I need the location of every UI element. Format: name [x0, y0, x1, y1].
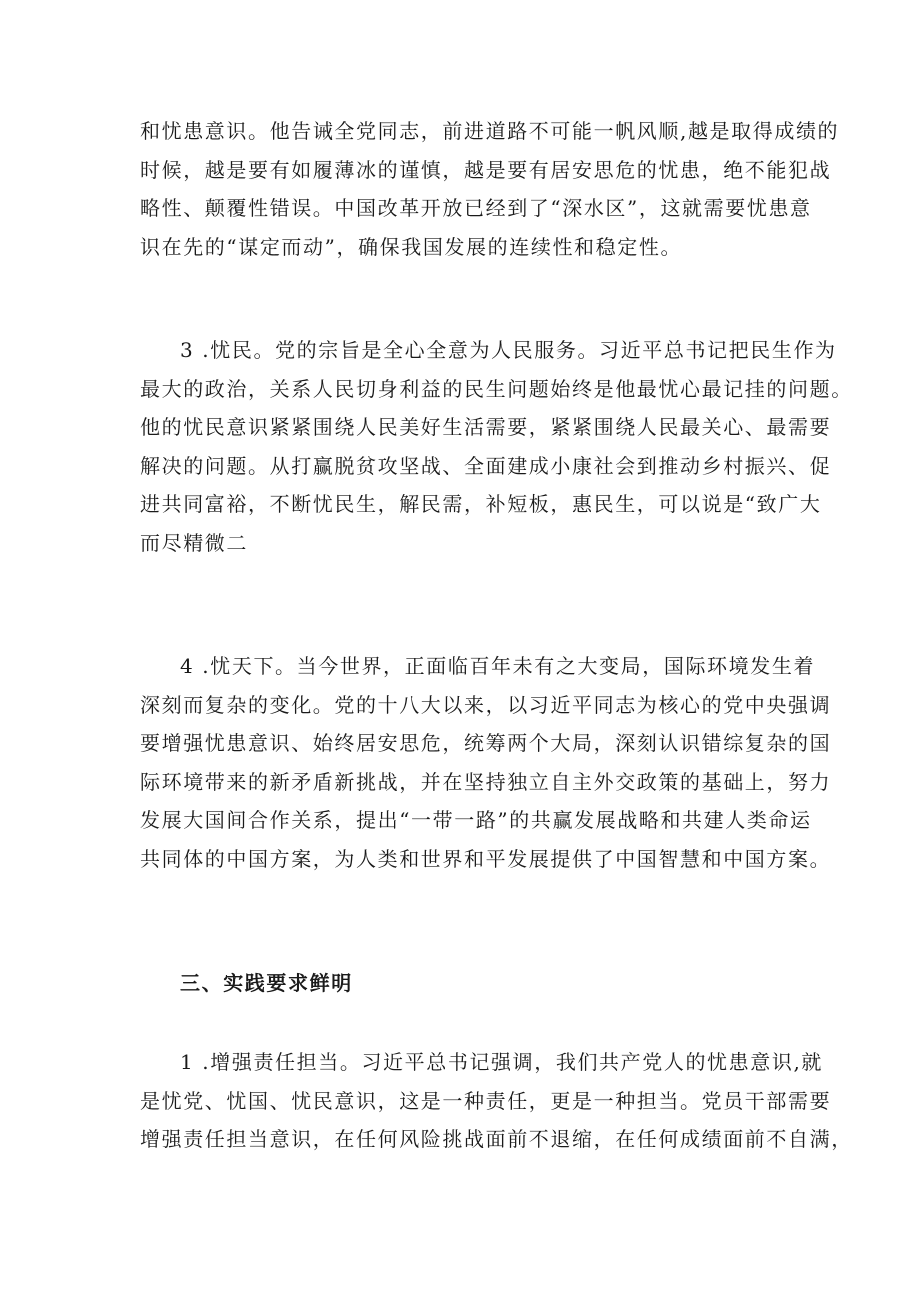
paragraph-awareness-continuation [140, 112, 840, 266]
text-line: 识在先的“谋定而动”，确保我国发展的连续性和稳定性。 [140, 234, 683, 259]
text-line: 解决的问题。从打赢脱贫攻坚战、全面建成小康社会到推动乡村振兴、促 [140, 453, 832, 478]
text-line: 和忧患意识。他告诫全党同志，前进道路不可能一帆风顺,越是取得成绩的 [140, 119, 840, 143]
text-line: 要增强忧患意识、始终居安思危，统筹两个大局，深刻认识错综复杂的国 [140, 731, 832, 755]
text-line: 深刻而复杂的变化。党的十八大以来，以习近平同志为核心的党中央强调 [140, 692, 832, 717]
text-line: 是忧党、忧国、忧民意识，这是一种责任，更是一种担当。党员干部需要 [140, 1088, 832, 1113]
section-heading: 三、实践要求鲜明 [180, 971, 353, 995]
paragraph-worry-for-people [140, 331, 853, 562]
text-line: 而尽精微二 [140, 530, 248, 555]
text-line: 3 .忧民。党的宗旨是全心全意为人民服务。习近平总书记把民生作为 [180, 338, 837, 362]
text-line: 略性、颠覆性错误。中国改革开放已经到了“深水区”，这就需要忧患意 [140, 196, 812, 220]
paragraph-responsibility [140, 1043, 853, 1159]
paragraph-worry-for-world [140, 647, 832, 878]
text-line: 4 .忧天下。当今世界，正面临百年未有之大变局，国际环境发生着 [180, 654, 816, 678]
text-line: 进共同富裕，不断忧民生，解民需，补短板，惠民生，可以说是“致广大 [140, 492, 822, 516]
text-line: 他的忧民意识紧紧围绕人民美好生活需要，紧紧围绕人民最关心、最需要 [140, 415, 832, 439]
text-line: 最大的政治，关系人民切身利益的民生问题始终是他最忧心最记挂的问题。 [140, 376, 853, 401]
text-line: 发展大国间合作关系，提出“一带一路”的共赢发展战略和共建人类命运 [140, 808, 812, 832]
text-line: 际环境带来的新矛盾新挑战，并在坚持独立自主外交政策的基础上，努力 [140, 769, 832, 794]
text-line: 1 .增强责任担当。习近平总书记强调，我们共产党人的忧患意识,就 [180, 1050, 823, 1074]
text-line: 时候，越是要有如履薄冰的谨慎，越是要有居安思危的忧患，绝不能犯战 [140, 157, 832, 182]
text-line: 共同体的中国方案，为人类和世界和平发展提供了中国智慧和中国方案。 [140, 846, 832, 871]
text-line: 增强责任担当意识，在任何风险挑战面前不退缩，在任何成绩面前不自满， [140, 1127, 853, 1151]
